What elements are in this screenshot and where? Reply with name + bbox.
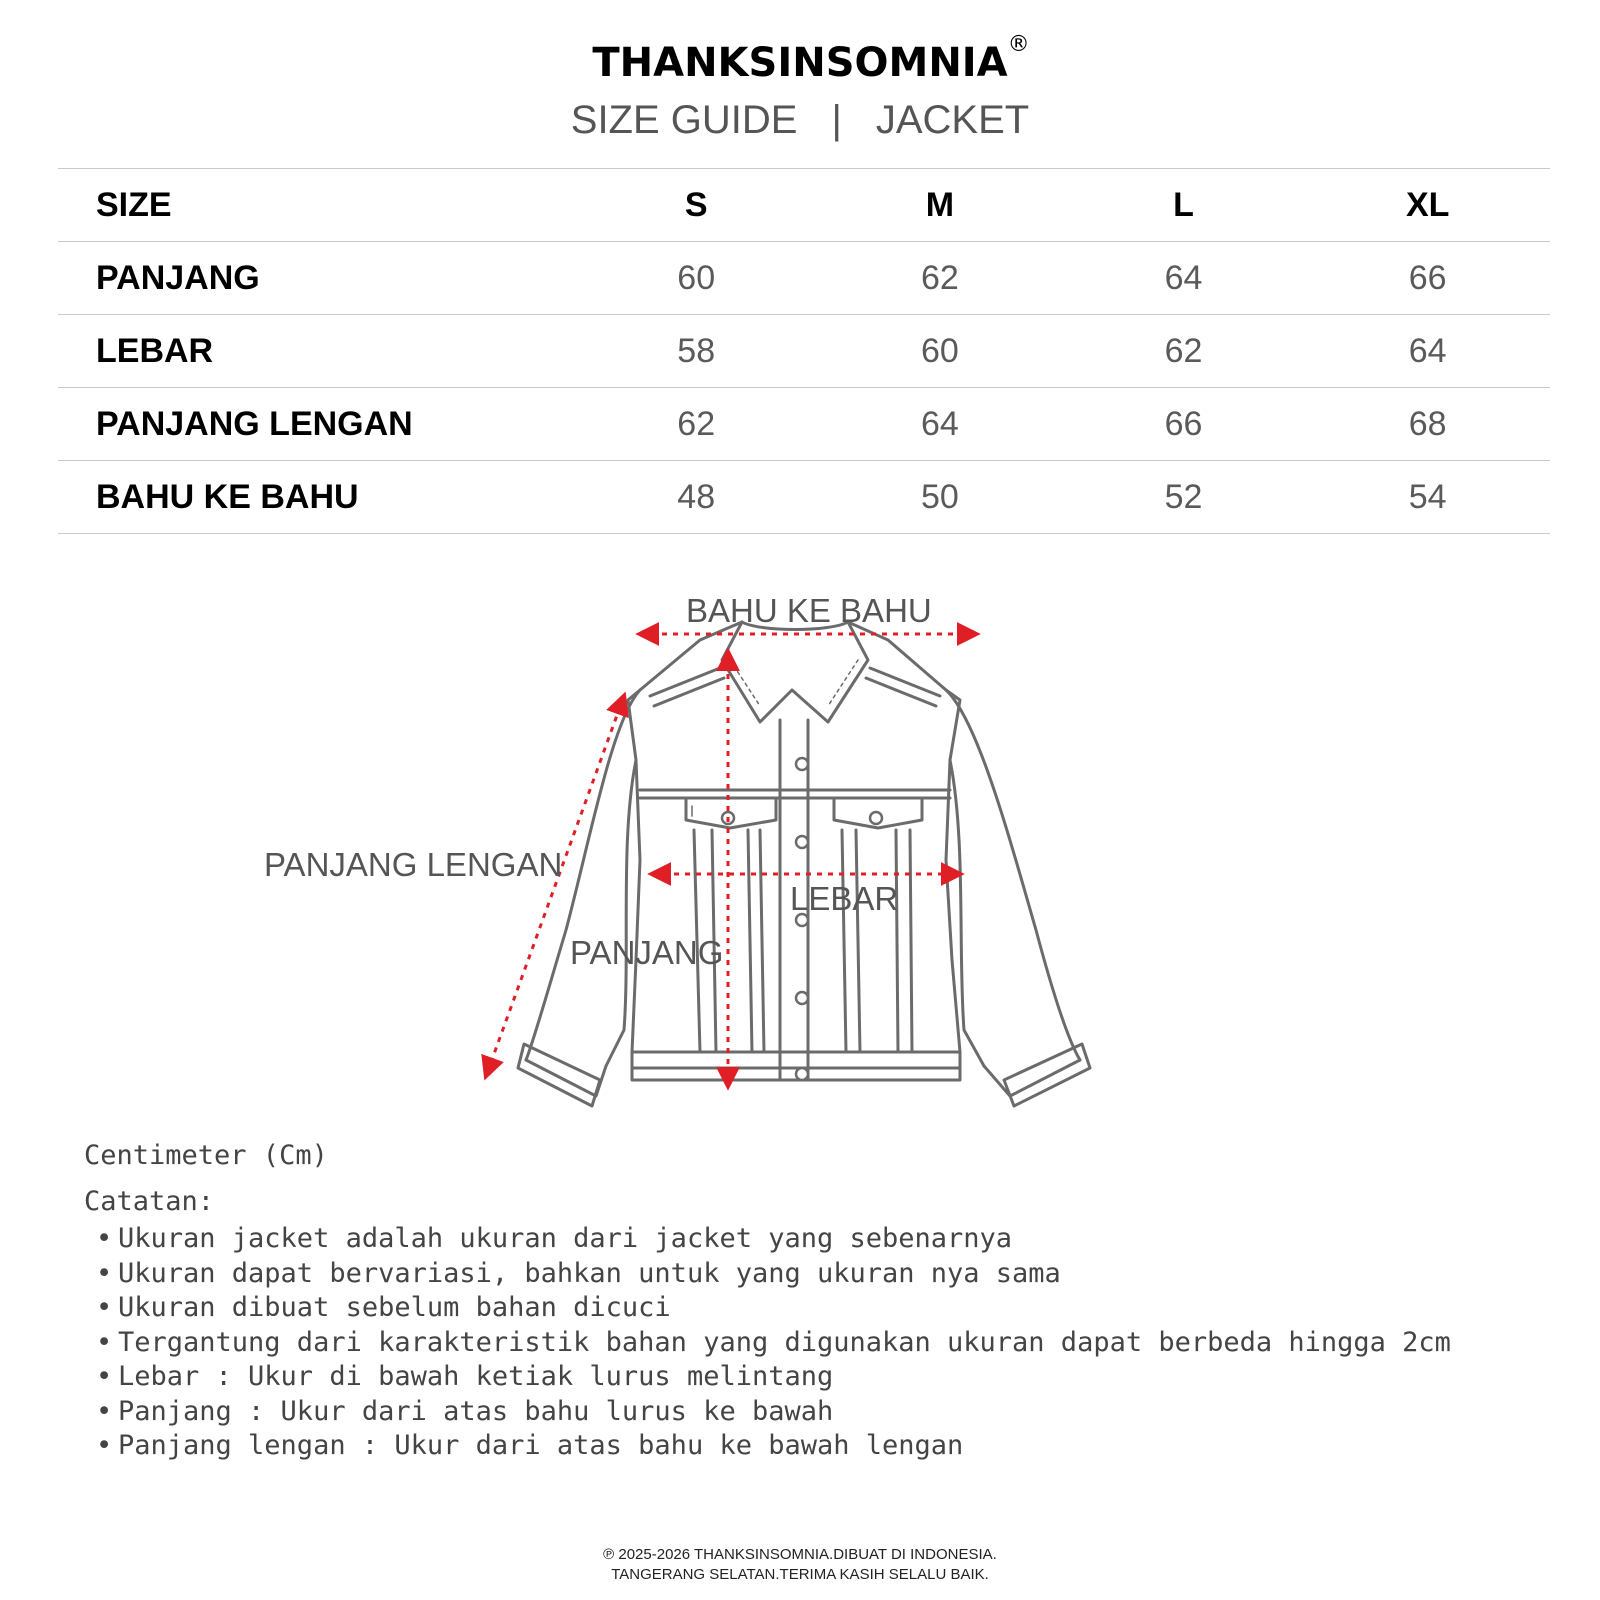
sleeve-measure-line: [486, 696, 624, 1076]
label-length: PANJANG: [570, 934, 724, 971]
cell-value: 50: [818, 461, 1062, 534]
cell-value: 60: [818, 315, 1062, 388]
note-text: Ukuran dibuat sebelum bahan dicuci: [118, 1292, 671, 1323]
cell-value: 52: [1062, 461, 1306, 534]
note-text: Panjang : Ukur dari atas bahu lurus ke bawah: [118, 1395, 834, 1427]
row-label: BAHU KE BAHU: [58, 461, 574, 534]
header-size: SIZE: [58, 169, 574, 242]
list-item: [96, 1222, 1451, 1257]
cell-value: 62: [1062, 315, 1306, 388]
subtitle-product: JACKET: [875, 98, 1030, 142]
brand-name: THANKSINSOMNIA: [592, 40, 1008, 86]
header-xl: XL: [1305, 169, 1550, 242]
cell-value: 64: [1062, 242, 1306, 315]
table-row: [58, 315, 1550, 388]
bullet-icon: •: [96, 1430, 113, 1461]
bullet-icon: •: [96, 1257, 113, 1289]
note-text: Panjang lengan : Ukur dari atas bahu ke bawah lengan: [118, 1430, 964, 1461]
note-text: Ukuran dapat bervariasi, bahkan untuk yang ukuran nya sama: [118, 1257, 1061, 1289]
table-header-row: [58, 169, 1550, 242]
notes-title: Catatan:: [84, 1186, 215, 1217]
brand-logo: [592, 32, 1030, 86]
label-shoulder: BAHU KE BAHU: [686, 592, 932, 629]
jacket-outline: [518, 622, 1090, 1106]
cell-value: 66: [1062, 388, 1306, 461]
cell-value: 58: [574, 315, 818, 388]
header-l: L: [1062, 169, 1306, 242]
bullet-icon: •: [96, 1361, 113, 1392]
table-row: [58, 388, 1550, 461]
cell-value: 48: [574, 461, 818, 534]
bullet-icon: •: [96, 1223, 113, 1254]
bullet-icon: •: [96, 1395, 113, 1427]
brand-header: [0, 32, 1600, 86]
list-item: [96, 1395, 1451, 1430]
list-item: [96, 1257, 1451, 1292]
list-item: [96, 1429, 1451, 1464]
table-row: [58, 461, 1550, 534]
cell-value: 62: [574, 388, 818, 461]
cell-value: 64: [818, 388, 1062, 461]
bullet-icon: •: [96, 1292, 113, 1323]
note-text: Ukuran jacket adalah ukuran dari jacket yang sebenarnya: [118, 1223, 1013, 1254]
list-item: [96, 1291, 1451, 1326]
footer-line-1: ℗ 2025-2026 THANKSINSOMNIA.DIBUAT DI INDONESIA.: [603, 1546, 997, 1563]
page-subtitle: [0, 98, 1600, 143]
footer-line-2: TANGERANG SELATAN.TERIMA KASIH SELALU BAIK.: [611, 1566, 989, 1583]
jacket-measurement-diagram: [250, 580, 1130, 1120]
footer: [0, 1545, 1600, 1585]
cell-value: 64: [1305, 315, 1550, 388]
table-row: [58, 242, 1550, 315]
list-item: [96, 1360, 1451, 1395]
label-width: LEBAR: [790, 880, 899, 917]
subtitle-size-guide: SIZE GUIDE: [570, 98, 798, 142]
row-label: PANJANG: [58, 242, 574, 315]
cell-value: 60: [574, 242, 818, 315]
registered-mark: ®: [1007, 32, 1030, 57]
cell-value: 66: [1305, 242, 1550, 315]
notes-list: [96, 1222, 1451, 1464]
cell-value: 54: [1305, 461, 1550, 534]
header-s: S: [574, 169, 818, 242]
note-text: Lebar : Ukur di bawah ketiak lurus melintang: [118, 1361, 834, 1392]
cell-value: 68: [1305, 388, 1550, 461]
label-sleeve-length: PANJANG LENGAN: [264, 846, 563, 883]
header-m: M: [818, 169, 1062, 242]
note-text: Tergantung dari karakteristik bahan yang digunakan ukuran dapat berbeda hingga 2cm: [118, 1326, 1451, 1358]
row-label: LEBAR: [58, 315, 574, 388]
row-label: PANJANG LENGAN: [58, 388, 574, 461]
size-table: [58, 168, 1550, 534]
bullet-icon: •: [96, 1326, 113, 1358]
subtitle-separator: |: [831, 98, 842, 142]
list-item: [96, 1326, 1451, 1361]
units-label: Centimeter (Cm): [84, 1140, 328, 1171]
cell-value: 62: [818, 242, 1062, 315]
